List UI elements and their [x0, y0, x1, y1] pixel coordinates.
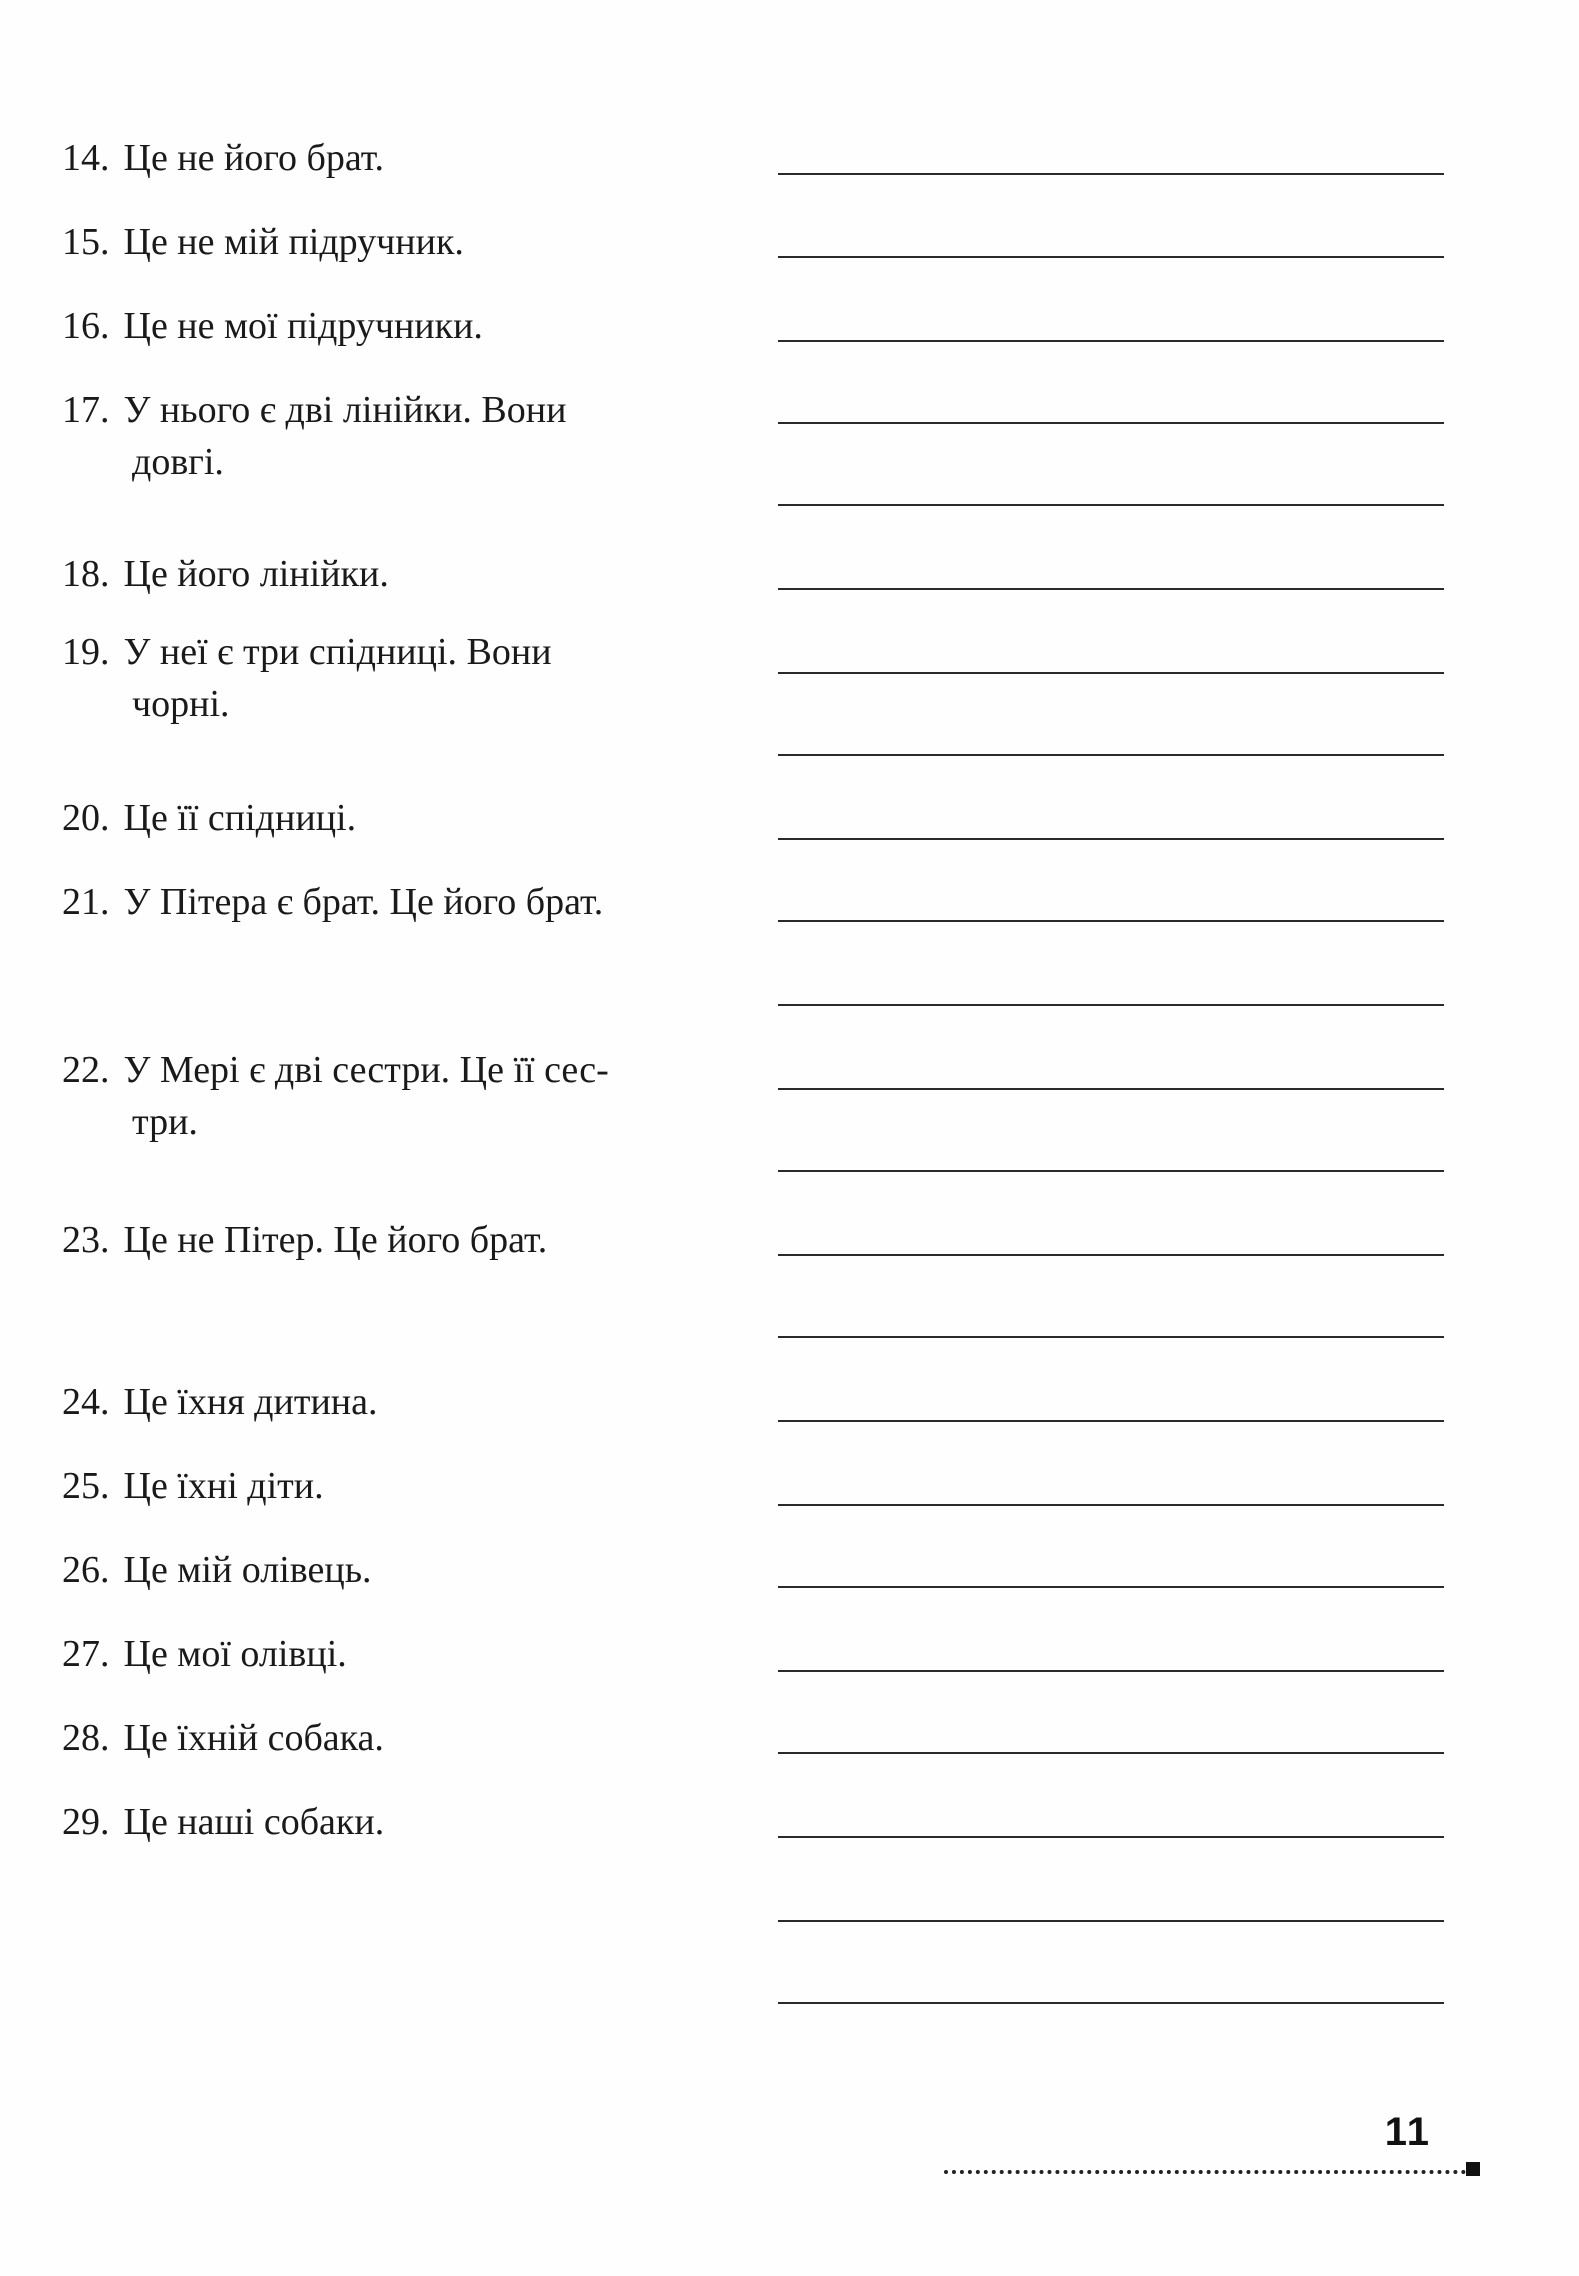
answer-line[interactable]: [778, 1170, 1444, 1172]
answer-line[interactable]: [778, 838, 1444, 840]
answer-line[interactable]: [778, 1420, 1444, 1422]
item-number: 14.: [62, 137, 110, 179]
item-line-1: [62, 626, 732, 678]
item-number: 15.: [62, 221, 110, 263]
footer-dotted-rule: [944, 2170, 1466, 2174]
answer-line[interactable]: [778, 504, 1444, 506]
answer-line[interactable]: [778, 1836, 1444, 1838]
exercise-item-26: [62, 1544, 732, 1596]
footer-square-marker: [1466, 2162, 1480, 2176]
item-text: У Мері є дві сестри. Це її сес-: [123, 1049, 609, 1091]
item-line-2: чорні.: [132, 683, 230, 725]
answer-line[interactable]: [778, 1504, 1444, 1506]
answer-line[interactable]: [778, 754, 1444, 756]
item-number: 16.: [62, 305, 110, 347]
exercise-item-19: [62, 626, 732, 730]
exercise-item-15: [62, 216, 732, 268]
answer-line[interactable]: [778, 256, 1444, 258]
item-number: 17.: [62, 389, 110, 431]
item-number: 28.: [62, 1717, 110, 1759]
answer-line[interactable]: [778, 173, 1444, 175]
item-line-2: три.: [132, 1101, 198, 1143]
item-text: Це не його брат.: [123, 137, 384, 179]
item-number: 21.: [62, 881, 110, 923]
item-text: Це не Пітер. Це його брат.: [123, 1219, 548, 1261]
item-number: 24.: [62, 1381, 110, 1423]
item-text: Це мої олівці.: [123, 1633, 347, 1675]
item-number: 23.: [62, 1219, 110, 1261]
exercise-item-21: [62, 876, 732, 928]
answer-line[interactable]: [778, 1586, 1444, 1588]
item-text: У Пітера є брат. Це його брат.: [123, 881, 604, 923]
exercise-item-22: [62, 1044, 732, 1148]
answer-line[interactable]: [778, 422, 1444, 424]
answer-line[interactable]: [778, 1004, 1444, 1006]
exercise-item-27: [62, 1628, 732, 1680]
exercise-item-16: [62, 300, 732, 352]
item-number: 20.: [62, 797, 110, 839]
exercise-item-29: [62, 1796, 732, 1848]
exercise-item-14: [62, 132, 732, 184]
item-text: Це наші собаки.: [123, 1801, 385, 1843]
item-text: Це не мій підручник.: [123, 221, 464, 263]
item-text: У нього є дві лінійки. Вони: [123, 389, 567, 431]
answer-line[interactable]: [778, 672, 1444, 674]
item-line-1: [62, 1044, 732, 1096]
answer-line[interactable]: [778, 1336, 1444, 1338]
exercise-item-24: [62, 1376, 732, 1428]
item-line-1: [62, 384, 732, 436]
answer-line[interactable]: [778, 1670, 1444, 1672]
item-text: Це їхній собака.: [123, 1717, 384, 1759]
exercise-item-23: [62, 1214, 732, 1266]
exercise-item-17: [62, 384, 732, 488]
exercise-item-20: [62, 792, 732, 844]
answer-line[interactable]: [778, 1088, 1444, 1090]
answer-line[interactable]: [778, 920, 1444, 922]
item-number: 19.: [62, 631, 110, 673]
item-number: 26.: [62, 1549, 110, 1591]
item-text: Це їхні діти.: [123, 1465, 324, 1507]
item-text: Це мій олівець.: [123, 1549, 372, 1591]
exercise-item-25: [62, 1460, 732, 1512]
item-text: Це їхня дитина.: [123, 1381, 378, 1423]
answer-line[interactable]: [778, 588, 1444, 590]
answer-line[interactable]: [778, 1752, 1444, 1754]
item-text: Це її спідниці.: [123, 797, 357, 839]
answer-line[interactable]: [778, 1254, 1444, 1256]
page-number: 11: [1384, 2110, 1431, 2154]
answer-line[interactable]: [778, 2002, 1444, 2004]
item-text: У неї є три спідниці. Вони: [123, 631, 552, 673]
item-number: 29.: [62, 1801, 110, 1843]
item-number: 22.: [62, 1049, 110, 1091]
exercise-item-28: [62, 1712, 732, 1764]
answer-line[interactable]: [778, 340, 1444, 342]
exercise-item-18: [62, 548, 732, 600]
item-line-2: довгі.: [132, 441, 224, 483]
item-number: 18.: [62, 553, 110, 595]
item-text: Це не мої підручники.: [123, 305, 483, 347]
item-number: 25.: [62, 1465, 110, 1507]
answer-line[interactable]: [778, 1920, 1444, 1922]
item-number: 27.: [62, 1633, 110, 1675]
item-text: Це його лінійки.: [123, 553, 389, 595]
